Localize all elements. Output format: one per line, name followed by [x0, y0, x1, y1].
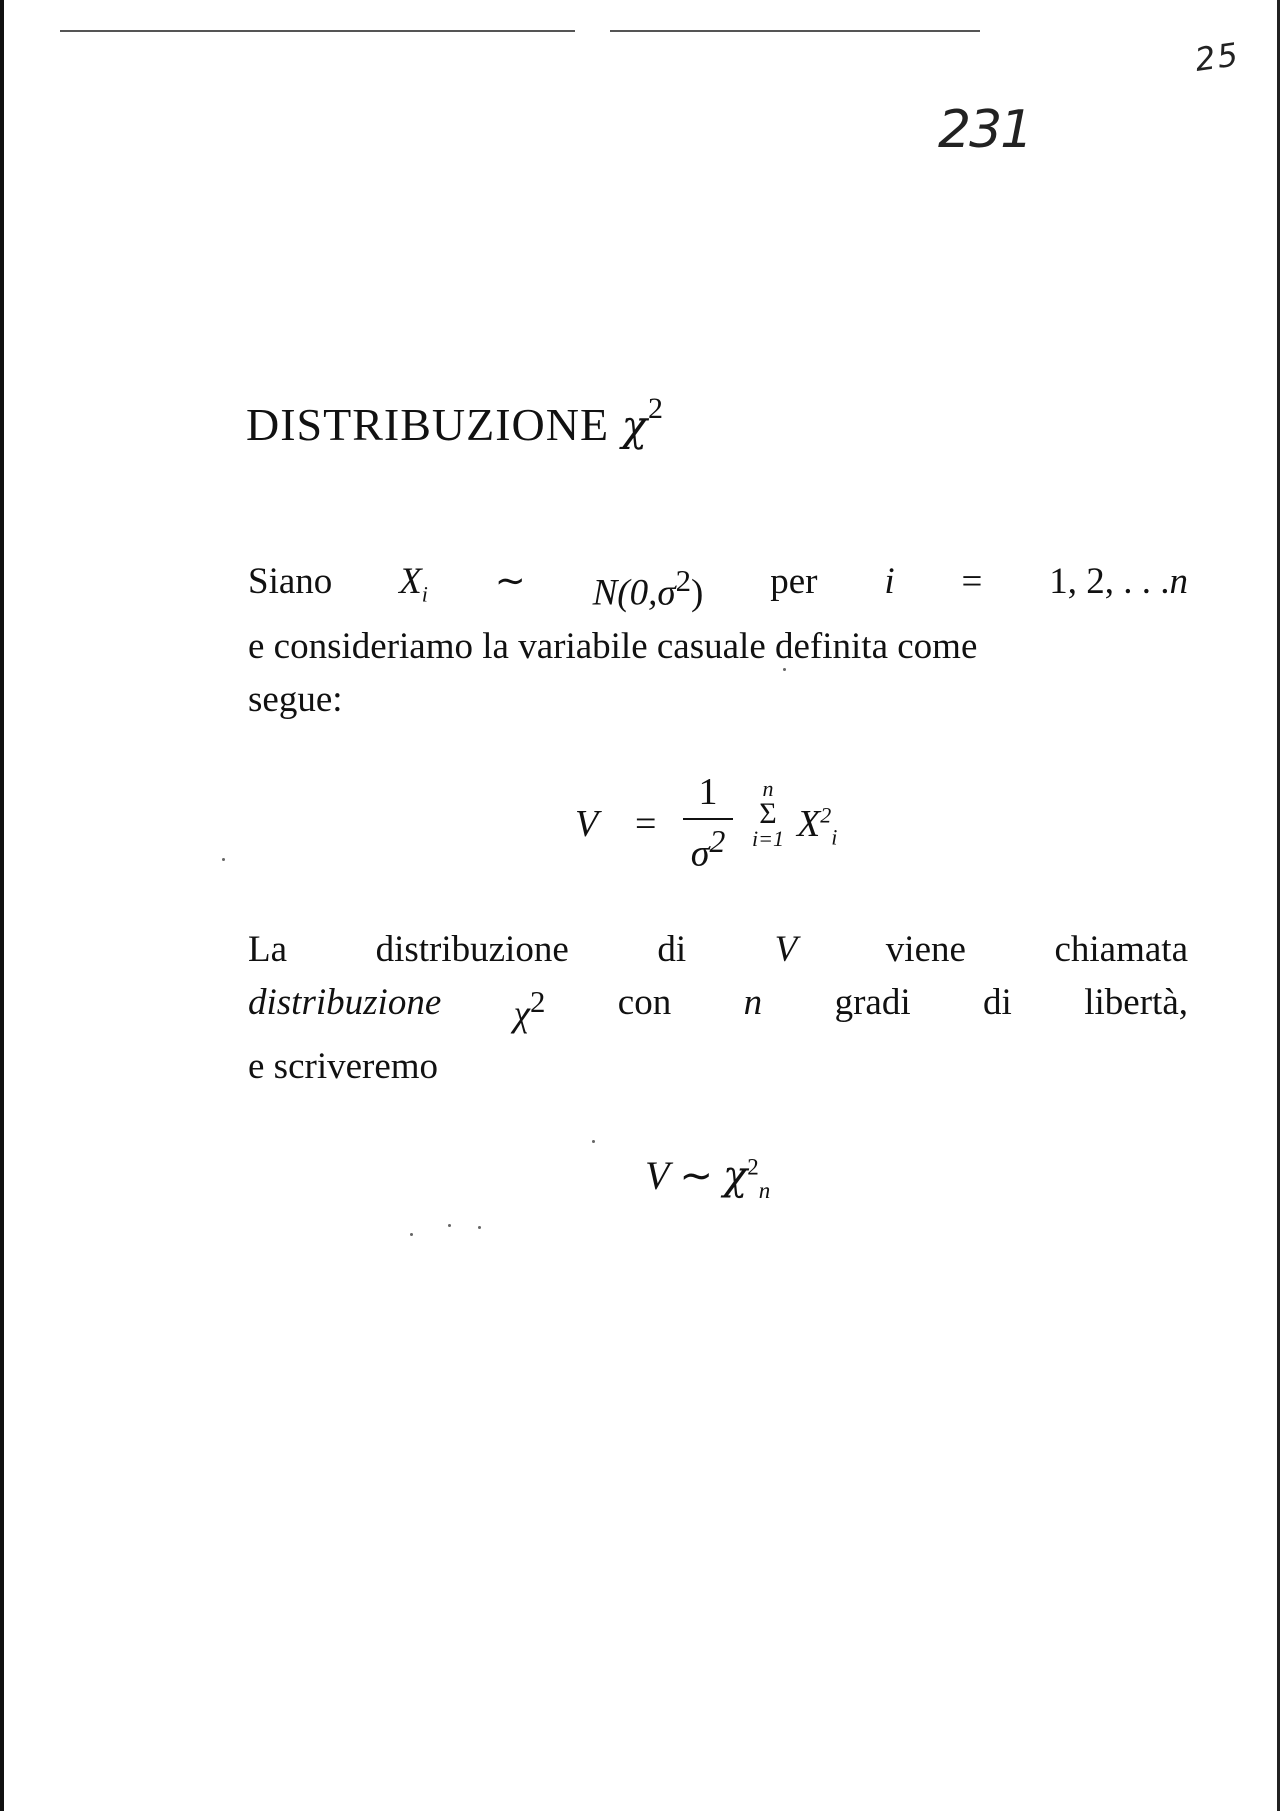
handwritten-page-number: 231 [938, 100, 1032, 160]
math-chi-squared: $\chi^2$ [513, 985, 546, 1035]
scan-speck [222, 858, 225, 861]
paragraph-definition [248, 555, 1188, 726]
title-chi-symbol: χ [621, 401, 649, 450]
word-chiamata: chiamata [1054, 929, 1188, 970]
paragraph-naming [248, 923, 1188, 1093]
scan-speck [783, 668, 786, 671]
word-con: con [617, 982, 672, 1023]
math-tilde: ∼ [494, 561, 526, 602]
word-distribuzione-italic: distribuzione [248, 982, 442, 1023]
math-xi: $X_i$ [399, 561, 428, 607]
paragraph1-line2: e consideriamo la variabile casuale definita come [248, 626, 978, 668]
scan-speck [592, 1140, 595, 1143]
paragraph2-line1 [248, 923, 1188, 976]
word-distribuzione: distribuzione [375, 929, 569, 970]
formula1-term: $X^2_i$ [797, 802, 838, 850]
formula2-chi-n: $\chi^2_n$ [722, 1153, 771, 1203]
scan-speck [410, 1233, 413, 1236]
formula1-summation [745, 778, 791, 850]
math-range: 1, 2, . . .n [1049, 561, 1188, 602]
fraction-numerator: 1 [698, 771, 718, 813]
sum-lower-limit: i=1 [752, 826, 784, 851]
formula1-fraction [683, 770, 733, 876]
math-n: n [743, 982, 763, 1023]
handwritten-corner-mark: 25 [1192, 35, 1243, 79]
scan-speck [448, 1224, 451, 1227]
math-v: V [774, 929, 798, 970]
top-rule [60, 30, 980, 32]
word-per: per [770, 561, 818, 602]
word-di-2: di [983, 982, 1012, 1023]
formula2-lhs: V [645, 1153, 670, 1198]
formula1-equals: = [635, 803, 657, 845]
top-rule-gap [575, 29, 610, 33]
word-gradi: gradi [834, 982, 911, 1023]
word-siano: Siano [248, 561, 333, 602]
formula1-lhs: V [575, 803, 599, 845]
sum-sigma-symbol: Σ [759, 797, 777, 830]
math-normal: $N(0,\sigma^2)$ [592, 564, 704, 614]
paragraph1-line1 [248, 555, 1188, 620]
page-title [246, 392, 664, 451]
word-la: La [248, 929, 288, 970]
title-exponent: 2 [648, 392, 665, 425]
fraction-bar [683, 818, 733, 820]
math-equals: = [961, 561, 983, 602]
word-viene: viene [885, 929, 966, 970]
math-i: i [884, 561, 895, 602]
paragraph2-line2 [248, 976, 1188, 1040]
formula2-tilde: ∼ [679, 1153, 713, 1198]
sum-upper-limit: n [762, 776, 774, 801]
paragraph1-line3: segue: [248, 679, 343, 721]
scan-speck [478, 1226, 481, 1229]
word-di: di [657, 929, 687, 970]
fraction-denominator: $\sigma^2$ [690, 824, 726, 875]
scan-edge-left [0, 0, 4, 1811]
formula-v-chi-squared [645, 1152, 770, 1204]
paragraph2-line3: e scriveremo [248, 1046, 439, 1088]
word-liberta: libertà, [1084, 982, 1188, 1023]
title-text: DISTRIBUZIONE [246, 399, 610, 450]
